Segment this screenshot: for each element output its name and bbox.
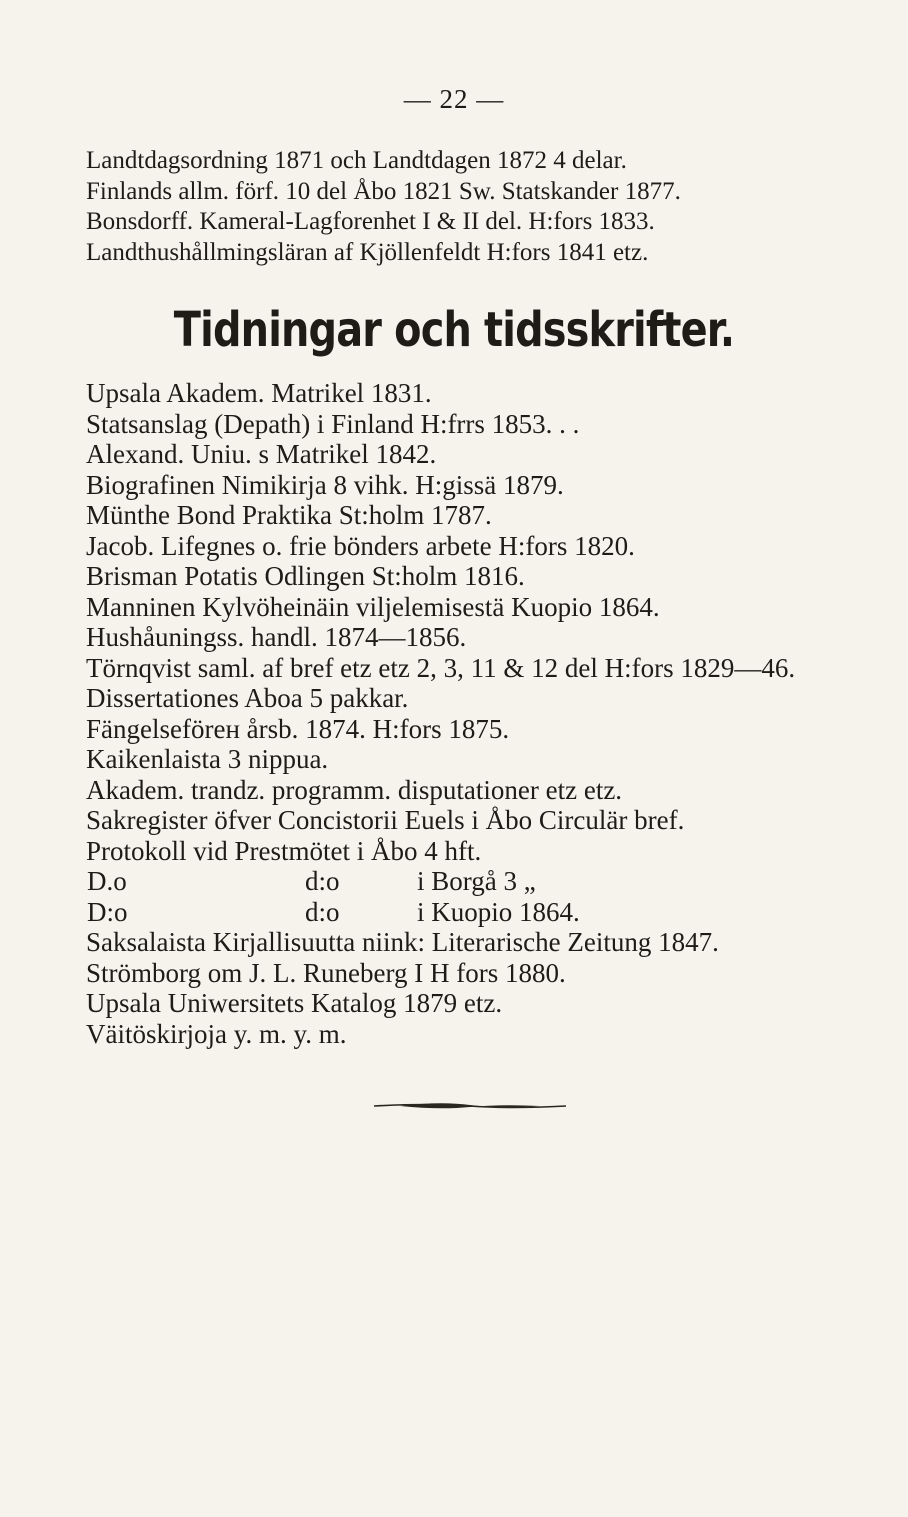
ditto-mark: d:o [305, 896, 340, 927]
ditto-mark: D:o [87, 896, 128, 927]
list-item: Protokoll vid Prestmötet i Åbo 4 hft. [86, 835, 482, 866]
list-item: Alexand. Uniu. s Matrikel 1842. [86, 439, 437, 469]
list-item: Biografinen Nimikirja 8 vihk. H:gissä 1879. [86, 469, 564, 500]
ditto-row [86, 897, 886, 928]
list-item: Statsanslag (Depath) i Finland H:frrs 1853. . . [86, 408, 580, 439]
list-item: Strömborg om J. L. Runeberg I H fors 1880. [86, 957, 566, 988]
list-item: Münthe Bond Praktika St:holm 1787. [86, 500, 492, 530]
ditto-place: i Kuopio 1864. [417, 896, 580, 927]
list-item: Manninen Kylvöheinäin viljelemisestä Kuopio 1864. [86, 591, 660, 622]
intro-line: Bonsdorff. Kameral-Lagforenhet I & II del. H:fors 1833. [86, 208, 655, 235]
ditto-mark: D.o [87, 866, 127, 896]
list-item: Akadem. trandz. programm. disputationer etz etz. [86, 774, 623, 805]
list-item: Fängelseförен årsb. 1874. H:fors 1875. [86, 713, 510, 744]
intro-line: Finlands allm. förf. 10 del Åbo 1821 Sw. Statskander 1877. [86, 177, 681, 205]
list-item: Sakregister öfver Concistorii Euels i Åbo Circulär bref. [86, 805, 685, 835]
ditto-mark: d:o [305, 866, 340, 896]
list-item: Kaikenlaista 3 nippua. [86, 744, 329, 774]
ornamental-divider [370, 1100, 570, 1112]
intro-line: Landtdagsordning 1871 och Landtdagen 1872 4 delar. [86, 147, 627, 174]
page-number: — 22 — [403, 84, 505, 114]
section-heading: Tidningar och tidsskrifter. [173, 302, 735, 358]
list-item: Törnqvist saml. af bref etz etz 2, 3, 11 & 12 del H:fors 1829—46. [86, 652, 796, 683]
intro-block [86, 146, 886, 268]
ditto-row [86, 866, 886, 897]
list-item: Upsala Uniwersitets Katalog 1879 etz. [86, 988, 503, 1018]
list-item: Dissertationes Aboa 5 pakkar. [86, 683, 409, 713]
list-item: Hushåuningss. handl. 1874—1856. [86, 622, 467, 652]
entries-list [86, 378, 886, 1049]
list-item: Brisman Potatis Odlingen St:holm 1816. [86, 561, 525, 591]
intro-line: Landthushållmingsläran af Kjöllenfeldt H:fors 1841 etz. [86, 238, 649, 266]
ditto-place: i Borgå 3 „ [417, 866, 536, 896]
list-item: Jacob. Lifegnes o. frie bönders arbete H:fors 1820. [86, 530, 635, 561]
list-item: Väitöskirjoja y. m. y. m. [86, 1018, 347, 1049]
list-item: Saksalaista Kirjallisuutta niink: Literarische Zeitung 1847. [86, 927, 719, 957]
list-item: Upsala Akadem. Matrikel 1831. [86, 378, 432, 408]
